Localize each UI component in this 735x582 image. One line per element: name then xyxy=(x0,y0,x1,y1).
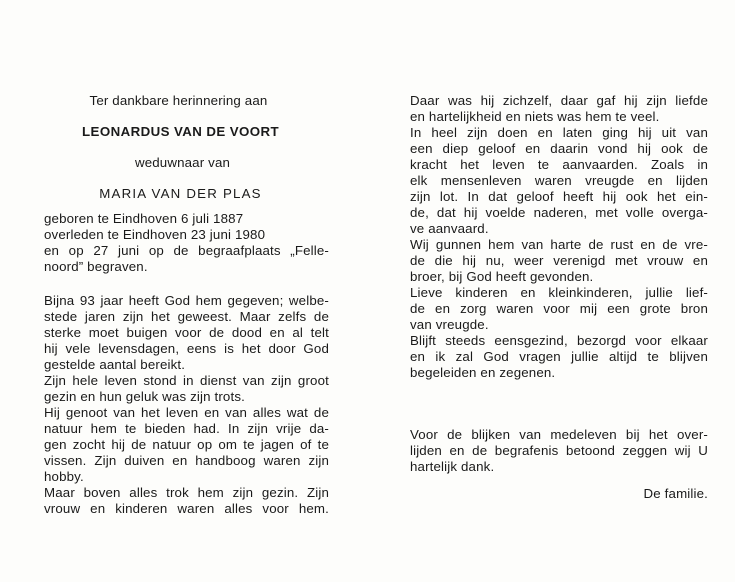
body-line: de die hij nu, weer verenigd met vrouw en xyxy=(410,253,708,268)
body-line: gen zocht hij de natuur op om te jagen of te xyxy=(44,437,329,452)
body-line: zijn lot. In dat geloof heeft hij ook het ein- xyxy=(410,189,708,204)
dates-line: en op 27 juni op de begraafplaats „Felle- xyxy=(44,243,329,258)
body-line: begeleiden en zegenen. xyxy=(410,365,556,380)
body-line: de, dat hij voelde naderen, met volle overga- xyxy=(410,205,708,220)
body-line: Zijn hele leven stond in dienst van zijn groot xyxy=(44,373,329,388)
body-line: Bijna 93 jaar heeft God hem gegeven; welbe- xyxy=(44,293,329,308)
body-line: en hartelijkheid en niets was hem te veel. xyxy=(410,109,660,124)
body-line: In heel zijn doen en laten ging hij uit van xyxy=(410,125,708,140)
body-line: sterke moet buigen voor de dood en al telt xyxy=(44,325,329,340)
body-line: vissen. Zijn duiven en handboog waren zijn xyxy=(44,453,329,468)
body-line: Blijft steeds eensgezind, bezorgd voor elkaar xyxy=(410,333,708,348)
body-line: broer, bij God heeft gevonden. xyxy=(410,269,594,284)
thanks-line: hartelijk dank. xyxy=(410,459,495,474)
body-line: kracht het leven te aanvaarden. Zoals in xyxy=(410,157,708,172)
thanks-line: Voor de blijken van medeleven bij het over- xyxy=(410,427,708,442)
body-line: gestelde aantal bereikt. xyxy=(44,357,186,372)
dates-line: geboren te Eindhoven 6 juli 1887 xyxy=(44,211,244,226)
body-line: Lieve kinderen en kleinkinderen, jullie lief- xyxy=(410,285,708,300)
body-line: stede jaren zijn het geweest. Maar zelfs de xyxy=(44,309,329,324)
heading: Ter dankbare herinnering aan xyxy=(89,93,268,108)
body-line: Hij genoot van het leven en van alles wat de xyxy=(44,405,329,420)
body-line: een diep geloof en daarin vond hij ook de xyxy=(410,141,708,156)
deceased-name: LEONARDUS VAN DE VOORT xyxy=(82,124,279,139)
body-line: natuur hem te bieden had. In zijn vrije da- xyxy=(44,421,329,436)
body-line: van vreugde. xyxy=(410,317,489,332)
body-line: Wij gunnen hem van harte de rust en de vre- xyxy=(410,237,708,252)
thanks-line: lijden en de begrafenis betoond zeggen wij U xyxy=(410,443,708,458)
body-line: elk mensenleven waren vreugde en lijden xyxy=(410,173,708,188)
body-line: de en zorg waren voor mij een grote bron xyxy=(410,301,708,316)
body-line: Maar boven alles trok hem zijn gezin. Zijn xyxy=(44,485,329,500)
body-line: Daar was hij zichzelf, daar gaf hij zijn liefde xyxy=(410,93,708,108)
dates-line: overleden te Eindhoven 23 juni 1980 xyxy=(44,227,266,242)
body-line: hij vele levensdagen, eens is het door God xyxy=(44,341,329,356)
body-line: hobby. xyxy=(44,469,84,484)
body-line: gezin en hun geluk was zijn trots. xyxy=(44,389,245,404)
body-line: ve aanvaard. xyxy=(410,221,489,236)
body-line: vrouw en kinderen waren alles voor hem. xyxy=(44,501,329,516)
dates-line: noord” begraven. xyxy=(44,259,148,274)
relation: weduwnaar van xyxy=(134,155,231,170)
spouse-name: MARIA VAN DER PLAS xyxy=(99,186,262,201)
body-line: en ik zal God vragen jullie altijd te blijven xyxy=(410,349,708,364)
signature: De familie. xyxy=(643,486,708,501)
